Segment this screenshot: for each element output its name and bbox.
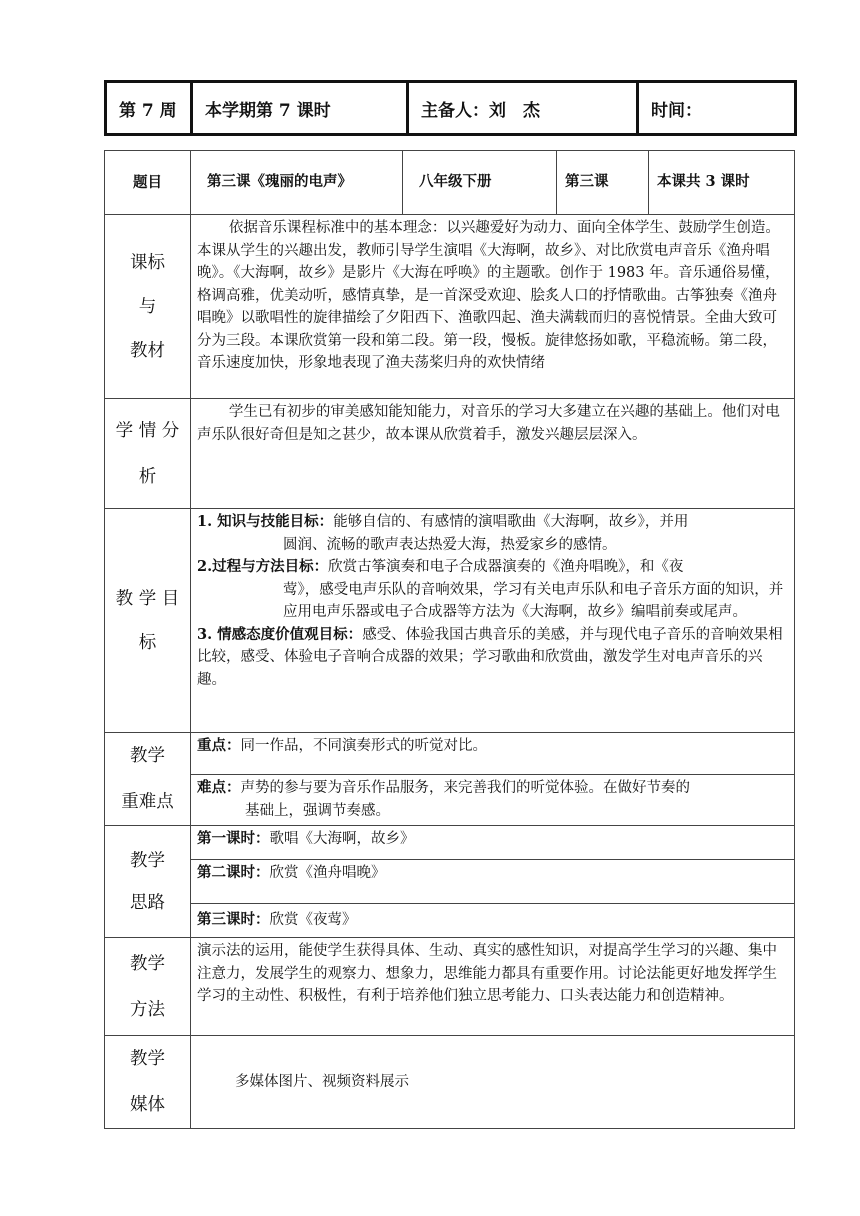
approach-label-1: 教学 [130,850,165,871]
approach-period-2 [191,860,795,904]
approach-period-1-title: 第一课时： [197,830,270,847]
difficulty-label [105,733,191,826]
difficult-point-line-1: 声势的参与要为音乐作品服务，来完善我们的听觉体验。在做好节奏的 [240,780,690,797]
method-label-2: 方法 [130,999,165,1020]
goals-text [191,509,795,733]
grade-cell: 八年级下册 [403,151,557,215]
media-label [105,1036,191,1129]
goals-label-1: 教 学 目 [115,588,180,609]
approach-row-2 [105,860,795,904]
media-label-2: 媒体 [130,1095,165,1115]
approach-label-2: 思路 [130,892,165,913]
lesson-number-cell: 本学期第 7 课时 [192,82,408,135]
curriculum-text: 依据音乐课程标准中的基本理念：以兴趣爱好为动力、面向全体学生、鼓励学生创造。本课从学生的兴趣出发，教师引导学生演唱《大海啊，故乡》、对比欣赏电声音乐《渔舟唱晚》。《大海啊，故乡》是影片《大海在呼唤》的主题歌。创作于 1983 年。音乐通俗易懂，格调高雅，优美动听，感情真挚，是一首深受欢迎、脍炙人口的抒情歌曲。古筝独奏《渔舟唱晚》以歌唱性的旋律描绘了夕阳西下、渔歌四起、渔夫满载而归的喜悦情景。全曲大致可分为三段。本课欣赏第一段和第二段。第一段，慢板。旋律悠扬如歌，平稳流畅。第二段，音乐速度加快，形象地表现了渔夫荡桨归舟的欢快情绪 [191,215,795,399]
key-point-row [105,733,795,775]
approach-label [105,826,191,938]
goal-2-title: 2.过程与方法目标： [197,558,329,575]
goal-2-line-2: 莺》，感受电声乐队的音响效果，学习有关电声乐队和电子音乐方面的知识，并应用电声乐器或电子合成器等方法为《大海啊，故乡》编唱前奏或尾声。 [283,581,784,620]
goals-label [105,509,191,733]
approach-period-1 [191,826,795,860]
header-table [104,80,797,136]
lesson-plan-table [104,150,795,1129]
approach-period-3-text: 欣赏《夜莺》 [269,912,357,929]
planner-cell: 主备人：刘 杰 [408,82,638,135]
curriculum-label-2: 与 [138,296,157,317]
week-cell: 第 7 周 [106,82,192,135]
approach-period-3 [191,904,795,938]
goal-2 [197,556,788,579]
goals-label-2: 标 [138,632,157,653]
approach-period-2-title: 第二课时： [197,864,270,881]
curriculum-label-3: 教材 [130,340,165,361]
difficult-point-line-2: 基础上，强调节奏感。 [245,802,390,819]
goal-1 [197,511,788,534]
method-row [105,938,795,1036]
method-label-1: 教学 [130,953,165,974]
goal-1-line-1: 能够自信的、有感情的演唱歌曲《大海啊，故乡》，并用 [333,514,689,530]
title-label: 题目 [105,151,191,215]
difficulty-label-2: 重难点 [121,792,174,812]
media-row [105,1036,795,1129]
goal-3 [197,624,788,692]
difficulty-label-1: 教学 [130,746,165,766]
approach-period-3-title: 第三课时： [197,911,270,929]
media-text: 多媒体图片、视频资料展示 [191,1036,795,1129]
goals-row [105,509,795,733]
lesson-title: 第三课《瑰丽的电声》 [191,151,403,215]
time-cell: 时间： [638,82,796,135]
curriculum-label-1: 课标 [130,252,165,273]
approach-period-1-text: 歌唱《大海啊，故乡》 [269,831,415,847]
difficult-point-row [105,775,795,826]
learning-label-2: 析 [138,466,157,487]
media-label-1: 教学 [130,1049,165,1069]
method-label [105,938,191,1036]
learning-text: 学生已有初步的审美感知能知能力，对音乐的学习大多建立在兴趣的基础上。他们对电声乐队很好奇但是知之甚少，故本课从欣赏着手，激发兴趣层层深入。 [191,399,795,509]
learning-label [105,399,191,509]
goal-2-line-1: 欣赏古筝演奏和电子合成器演奏的《渔舟唱晚》，和《夜 [328,559,684,575]
key-point-cell [191,733,795,775]
learning-row [105,399,795,509]
method-text: 演示法的运用，能使学生获得具体、生动、真实的感性知识，对提高学生学习的兴趣、集中注意力，发展学生的观察力、想象力，思维能力都具有重要作用。讨论法能更好地发挥学生学习的主动性、积极性，有利于培养他们独立思考能力、口头表达能力和创造精神。 [191,938,795,1036]
curriculum-row [105,215,795,399]
difficult-point-title: 难点： [197,779,241,797]
key-point-text: 同一作品，不同演奏形式的听觉对比。 [240,738,487,754]
unit-cell: 第三课 [557,151,649,215]
title-row [105,151,795,215]
curriculum-label [105,215,191,399]
goal-3-title: 3. 情感态度价值观目标： [197,625,363,643]
learning-label-1: 学 情 分 [115,420,180,441]
difficult-point-cell [191,775,795,826]
goal-1-title: 1. 知识与技能目标： [197,513,334,530]
goal-3-text: 感受、体验我国古典音乐的美感，并与现代电子音乐的音响效果相比较，感受、体验电子音响合成器的效果；学习歌曲和欣赏曲，激发学生对电声音乐的兴趣。 [197,626,783,688]
key-point-title: 重点： [197,737,241,754]
approach-period-2-text: 欣赏《渔舟唱晚》 [269,865,386,881]
total-hours-cell: 本课共 3 课时 [649,151,795,215]
goal-1-line-2: 圆润、流畅的歌声表达热爱大海，热爱家乡的感情。 [283,536,617,553]
approach-row-1 [105,826,795,860]
approach-row-3 [105,904,795,938]
